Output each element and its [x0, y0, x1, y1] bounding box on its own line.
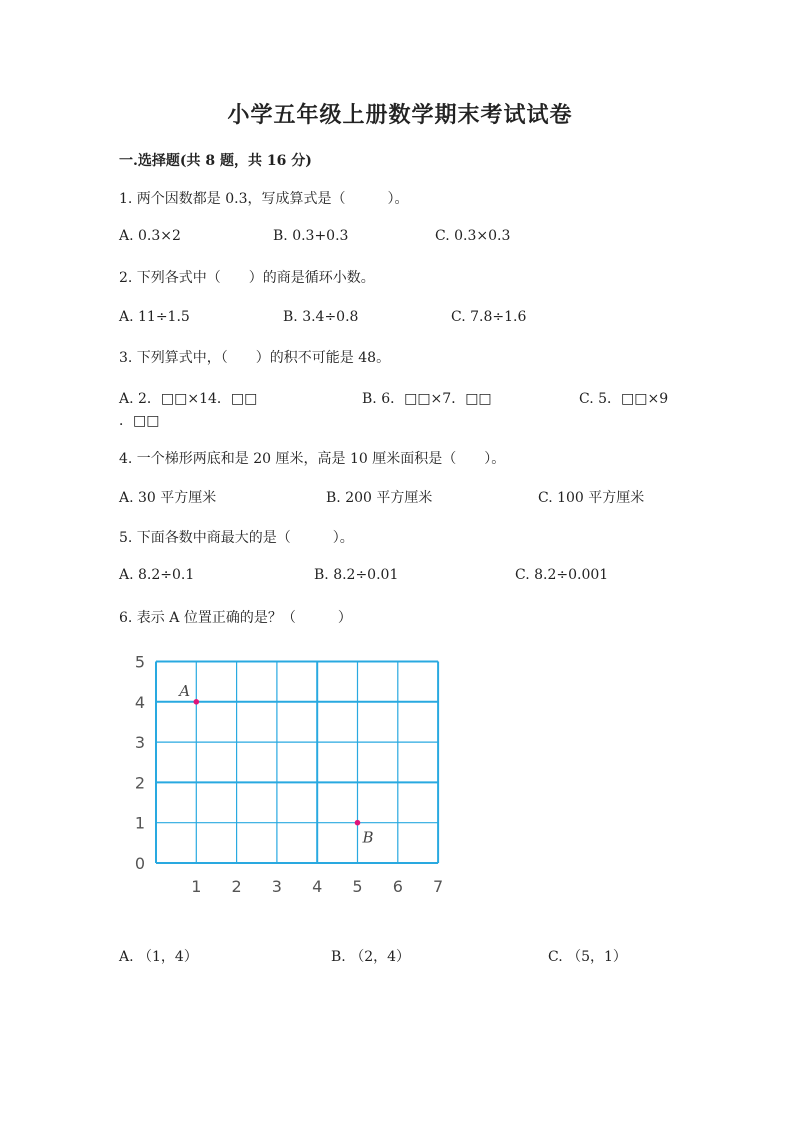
- coordinate-grid-figure: [120, 655, 460, 900]
- question-3-stem: 3. 下列算式中，（ ）的积不可能是 48。: [119, 350, 391, 366]
- question-6-stem: 6. 表示 A 位置正确的是？（ ）: [119, 610, 352, 626]
- x-tick-label: 4: [312, 877, 323, 896]
- question-2-option-b: B. 3.4÷0.8: [283, 309, 359, 325]
- question-2-option-a: A. 11÷1.5: [119, 309, 190, 325]
- question-5-option-c: C. 8.2÷0.001: [515, 567, 609, 583]
- y-tick-label: 4: [134, 692, 146, 712]
- x-tick-label: 3: [271, 877, 282, 896]
- point-label-a: A: [179, 681, 191, 700]
- question-1-option-b: B. 0.3+0.3: [273, 228, 349, 244]
- x-tick-label: 1: [191, 877, 202, 896]
- question-2-option-c: C. 7.8÷1.6: [451, 309, 527, 325]
- question-3-option-c: C. 5．□□×9: [579, 391, 669, 407]
- question-3-option-b: B. 6．□□×7．□□: [362, 391, 492, 407]
- question-1-stem: 1. 两个因数都是 0.3，写成算式是（ ）。: [119, 191, 409, 207]
- question-3-option-c-continued: ．□□: [119, 413, 160, 429]
- question-6-option-b: B. （2，4）: [331, 949, 411, 965]
- question-2-stem: 2. 下列各式中（ ）的商是循环小数。: [119, 270, 375, 286]
- x-tick-label: 2: [231, 877, 242, 896]
- question-6-option-a: A. （1，4）: [119, 949, 198, 965]
- y-tick-label: 3: [134, 733, 146, 753]
- question-5-stem: 5. 下面各数中商最大的是（ ）。: [119, 530, 354, 546]
- question-1-option-a: A. 0.3×2: [119, 228, 181, 244]
- y-tick-label: 1: [134, 813, 146, 833]
- point-label-b: B: [362, 828, 374, 847]
- page-title: 小学五年级上册数学期末考试试卷: [227, 102, 573, 128]
- x-tick-label: 7: [433, 877, 444, 896]
- y-tick-label: 2: [134, 773, 146, 793]
- x-tick-label: 5: [352, 877, 363, 896]
- y-tick-label: 0: [134, 854, 146, 873]
- question-1-option-c: C. 0.3×0.3: [435, 228, 511, 244]
- question-4-option-b: B. 200 平方厘米: [326, 490, 433, 506]
- question-5-option-b: B. 8.2÷0.01: [314, 567, 399, 583]
- question-5-option-a: A. 8.2÷0.1: [119, 567, 195, 583]
- question-3-option-a: A. 2．□□×14．□□: [119, 391, 258, 407]
- point-a: [194, 699, 200, 705]
- point-b: [355, 820, 361, 826]
- question-4-option-a: A. 30 平方厘米: [119, 490, 217, 506]
- question-4-option-c: C. 100 平方厘米: [538, 490, 645, 506]
- y-tick-label: 5: [134, 655, 146, 672]
- coordinate-grid: [120, 655, 460, 900]
- section-heading: 一.选择题(共 8 题，共 16 分): [119, 153, 312, 169]
- x-tick-label: 6: [392, 877, 403, 896]
- question-4-stem: 4. 一个梯形两底和是 20 厘米，高是 10 厘米面积是（ ）。: [119, 451, 506, 467]
- question-6-option-c: C. （5，1）: [548, 949, 627, 965]
